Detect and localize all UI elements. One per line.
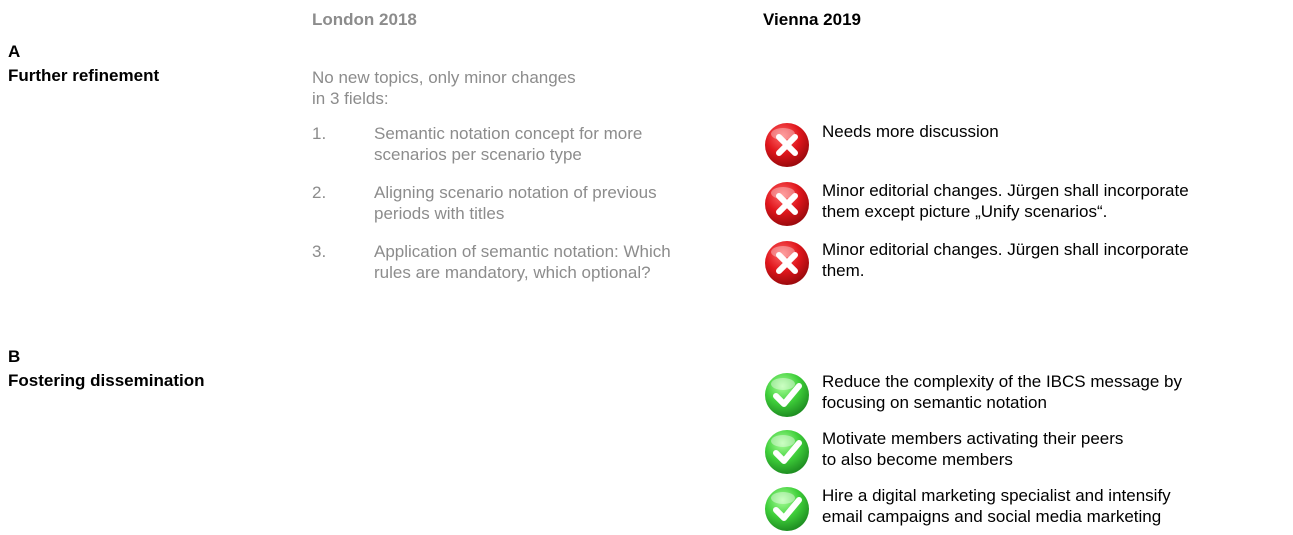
green-check-icon (763, 371, 811, 419)
list-item-line: Semantic notation concept for more (374, 124, 643, 143)
list-item-line: Application of semantic notation: Which (374, 242, 671, 261)
status-row-a1 (763, 121, 1293, 171)
status-line: Needs more discussion (822, 122, 999, 141)
red-x-icon (763, 180, 811, 228)
status-line: Minor editorial changes. Jürgen shall incorporate (822, 240, 1189, 259)
list-item-text (374, 182, 744, 224)
list-item-line: Aligning scenario notation of previous (374, 183, 657, 202)
red-x-icon (763, 121, 811, 169)
status-text (822, 239, 1292, 281)
intro-line: No new topics, only minor changes (312, 68, 576, 87)
status-text (822, 180, 1292, 222)
green-check-icon (763, 485, 811, 533)
status-line: them. (822, 261, 865, 280)
status-line: Minor editorial changes. Jürgen shall incorporate (822, 181, 1189, 200)
list-item-1 (312, 123, 752, 167)
status-line: Motivate members activating their peers (822, 429, 1124, 448)
red-x-icon (763, 239, 811, 287)
section-a-title: Further refinement (8, 66, 160, 85)
list-item-number: 2. (312, 183, 327, 202)
list-item-line: scenarios per scenario type (374, 145, 582, 164)
list-item-2 (312, 182, 752, 226)
status-row-b2 (763, 428, 1293, 478)
status-text (822, 428, 1292, 470)
section-a-letter: A (8, 42, 21, 61)
list-item-text (374, 241, 744, 283)
list-item-text (374, 123, 744, 165)
status-text (822, 371, 1292, 413)
column-header-vienna: Vienna 2019 (763, 10, 861, 29)
list-item-line: rules are mandatory, which optional? (374, 263, 651, 282)
status-line: Reduce the complexity of the IBCS message by (822, 372, 1183, 391)
status-line: Hire a digital marketing specialist and intensify (822, 486, 1171, 505)
status-line: focusing on semantic notation (822, 393, 1047, 412)
status-row-b1 (763, 371, 1293, 421)
green-check-icon (763, 428, 811, 476)
list-item-3 (312, 241, 752, 285)
list-item-number: 1. (312, 124, 327, 143)
status-row-b3 (763, 485, 1293, 535)
list-item-line: periods with titles (374, 204, 505, 223)
status-line: email campaigns and social media marketing (822, 507, 1162, 526)
status-row-a2 (763, 180, 1293, 230)
intro-line: in 3 fields: (312, 89, 389, 108)
column-header-london: London 2018 (312, 10, 417, 29)
section-a-intro (312, 67, 692, 109)
section-b-title: Fostering dissemination (8, 371, 205, 390)
status-text (822, 485, 1292, 527)
status-line: them except picture „Unify scenarios“. (822, 202, 1108, 221)
status-line: to also become members (822, 450, 1013, 469)
list-item-number: 3. (312, 242, 327, 261)
section-b-letter: B (8, 347, 21, 366)
status-row-a3 (763, 239, 1293, 289)
status-text (822, 121, 1292, 142)
